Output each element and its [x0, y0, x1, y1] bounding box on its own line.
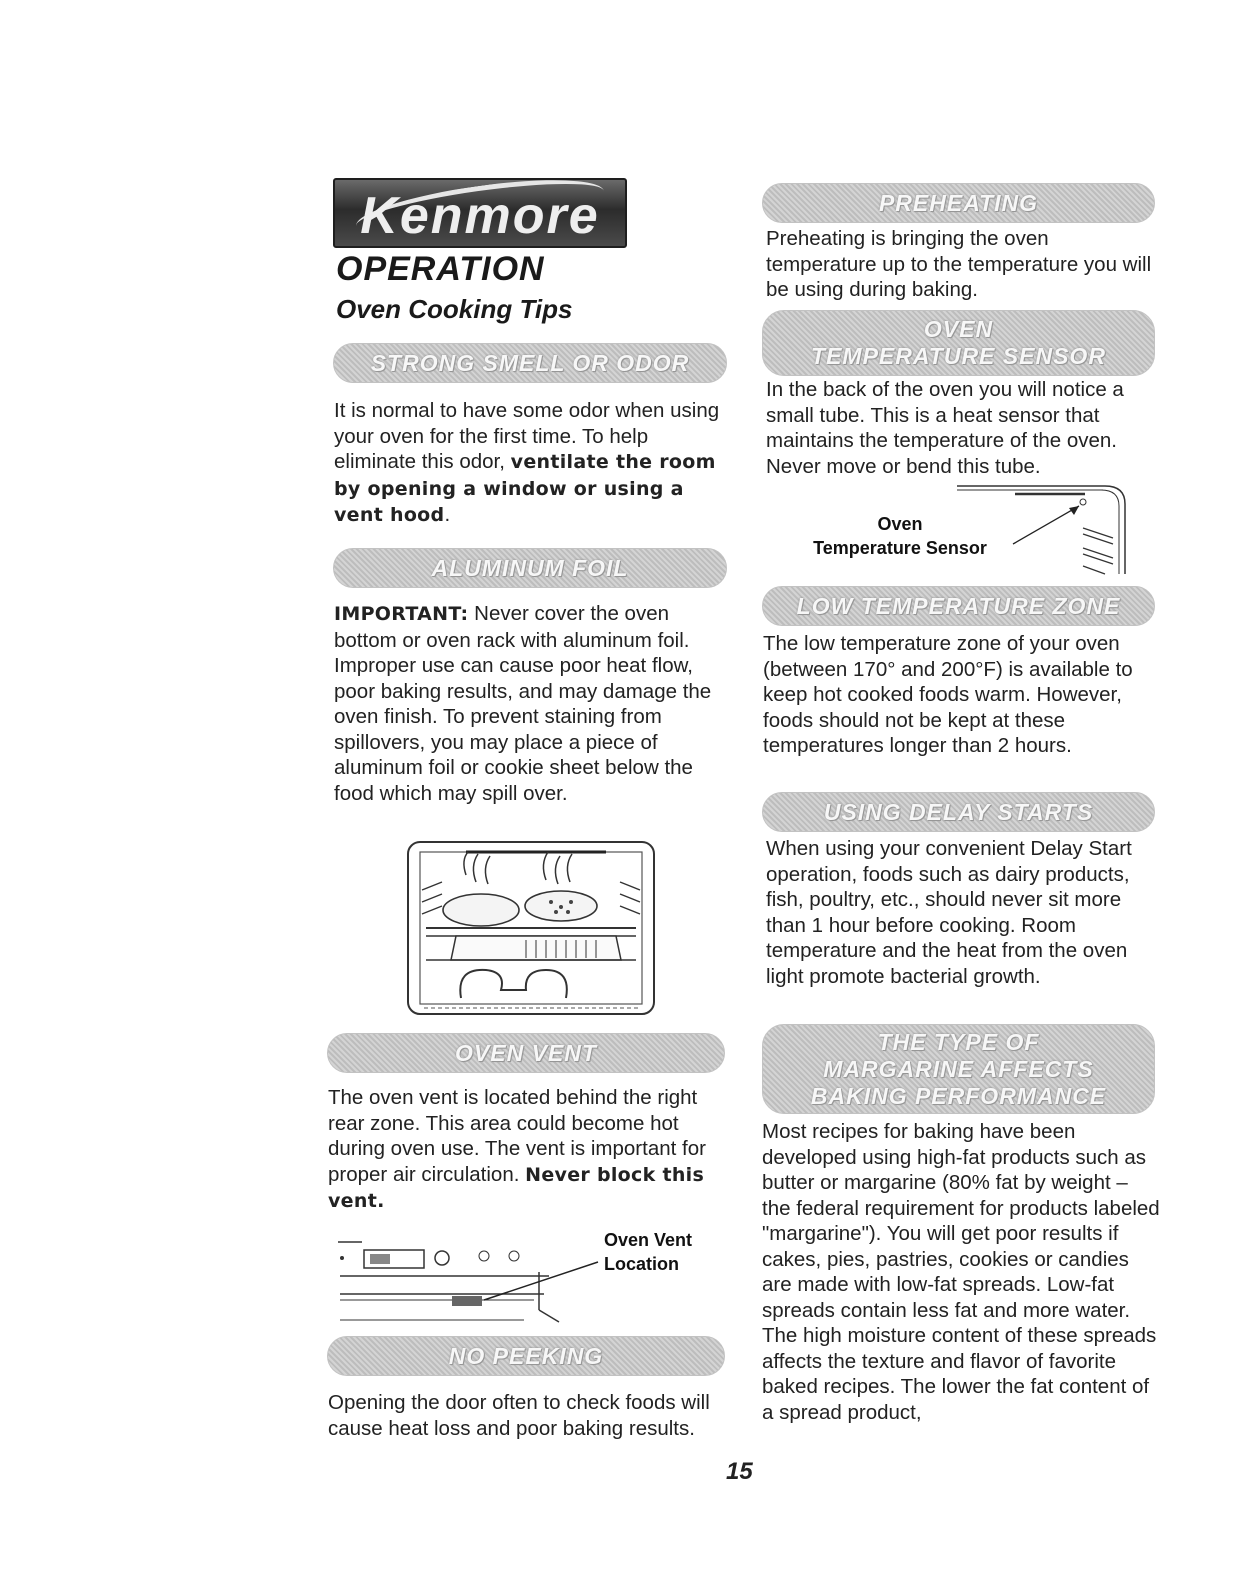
oven-vent-illustration — [334, 1236, 604, 1326]
logo-text: Kenmore — [360, 187, 600, 245]
sensor-caption-line2: Temperature Sensor — [813, 538, 987, 558]
heading-oven-temp-sensor — [762, 310, 1155, 376]
sensor-caption — [790, 512, 1010, 560]
sensor-heading-line2: TEMPERATURE SENSOR — [811, 343, 1106, 369]
margarine-heading-line3: BAKING PERFORMANCE — [810, 1082, 1107, 1109]
vent-paragraph — [328, 1085, 728, 1215]
margarine-text: Most recipes for baking have been developed using high-fat products such as butter or margarine (80% fat by weight – the federal requirement for products labeled "margarine"). You will get poor results if cakes, pies, pastries, cookies or candies are made with low-fat spreads. Low-fat spreads contain less fat and more water. The high moisture content of these spreads affects the texture and flavor of favorite baked recipes. The lower the fat content of a spread product, — [762, 1120, 1160, 1424]
low-temp-text: The low temperature zone of your oven (between 170° and 200°F) is available to keep hot cooked foods warm. However, foods should not be kept at these temperatures longer than 2 hours. — [763, 632, 1133, 757]
section-subtitle: Oven Cooking Tips — [336, 294, 573, 324]
foil-paragraph — [334, 601, 728, 806]
page-number: 15 — [726, 1458, 753, 1485]
preheating-text: Preheating is bringing the oven temperature up to the temperature you will be using during baking. — [766, 227, 1152, 301]
vent-caption — [604, 1228, 692, 1276]
sensor-heading-line1: OVEN — [923, 316, 994, 342]
vent-caption-line2: Location — [604, 1254, 679, 1274]
heading-oven-vent: OVEN VENT — [327, 1033, 725, 1073]
margarine-heading-line1: THE TYPE OF — [877, 1028, 1040, 1055]
foil-text: Never cover the oven bottom or oven rack with aluminum foil. Improper use can cause poor heat flow, poor baking results, and may damage the oven finish. To prevent staining from spillovers, you may place a piece of aluminum foil or cookie sheet below the food which may spill over. — [334, 602, 712, 805]
heading-preheating: PREHEATING — [762, 183, 1155, 223]
foil-important-label: IMPORTANT: — [334, 603, 469, 625]
heading-low-temperature-zone: LOW TEMPERATURE ZONE — [762, 586, 1155, 626]
delay-text: When using your convenient Delay Start operation, foods such as dairy products, fish, poultry, etc., should never sit more than 1 hour before cooking. Room temperature and the heat from the oven light promote bacterial growth. — [766, 837, 1132, 988]
vent-bold-text: Never block this vent. — [328, 1163, 705, 1212]
kenmore-logo — [333, 178, 627, 248]
sensor-caption-line1: Oven — [877, 514, 923, 534]
smell-bold-text: ventilate the room by opening a window or using a vent hood — [334, 451, 716, 526]
peeking-text: Opening the door often to check foods will cause heat loss and poor baking results. — [328, 1391, 710, 1440]
sensor-text: In the back of the oven you will notice a small tube. This is a heat sensor that maintains the temperature of the oven. Never move or bend this tube. — [766, 378, 1124, 478]
section-title: OPERATION — [336, 250, 545, 288]
heading-using-delay-starts: USING DELAY STARTS — [762, 792, 1155, 832]
heading-margarine — [762, 1024, 1155, 1114]
smell-paragraph — [334, 398, 726, 529]
smell-text: It is normal to have some odor when using your oven for the first time. To help eliminate this odor, — [334, 399, 720, 473]
heading-strong-smell: STRONG SMELL OR ODOR — [333, 343, 727, 383]
smell-end: . — [444, 503, 451, 526]
heading-aluminum-foil: ALUMINUM FOIL — [333, 548, 727, 588]
vent-text: The oven vent is located behind the right rear zone. This area could become hot during oven use. The vent is important for proper air circulation. — [328, 1086, 706, 1186]
margarine-heading-line2: MARGARINE AFFECTS — [823, 1055, 1094, 1082]
heading-no-peeking: NO PEEKING — [327, 1336, 725, 1376]
vent-caption-line1: Oven Vent — [604, 1230, 693, 1250]
oven-foil-illustration — [406, 840, 656, 1016]
